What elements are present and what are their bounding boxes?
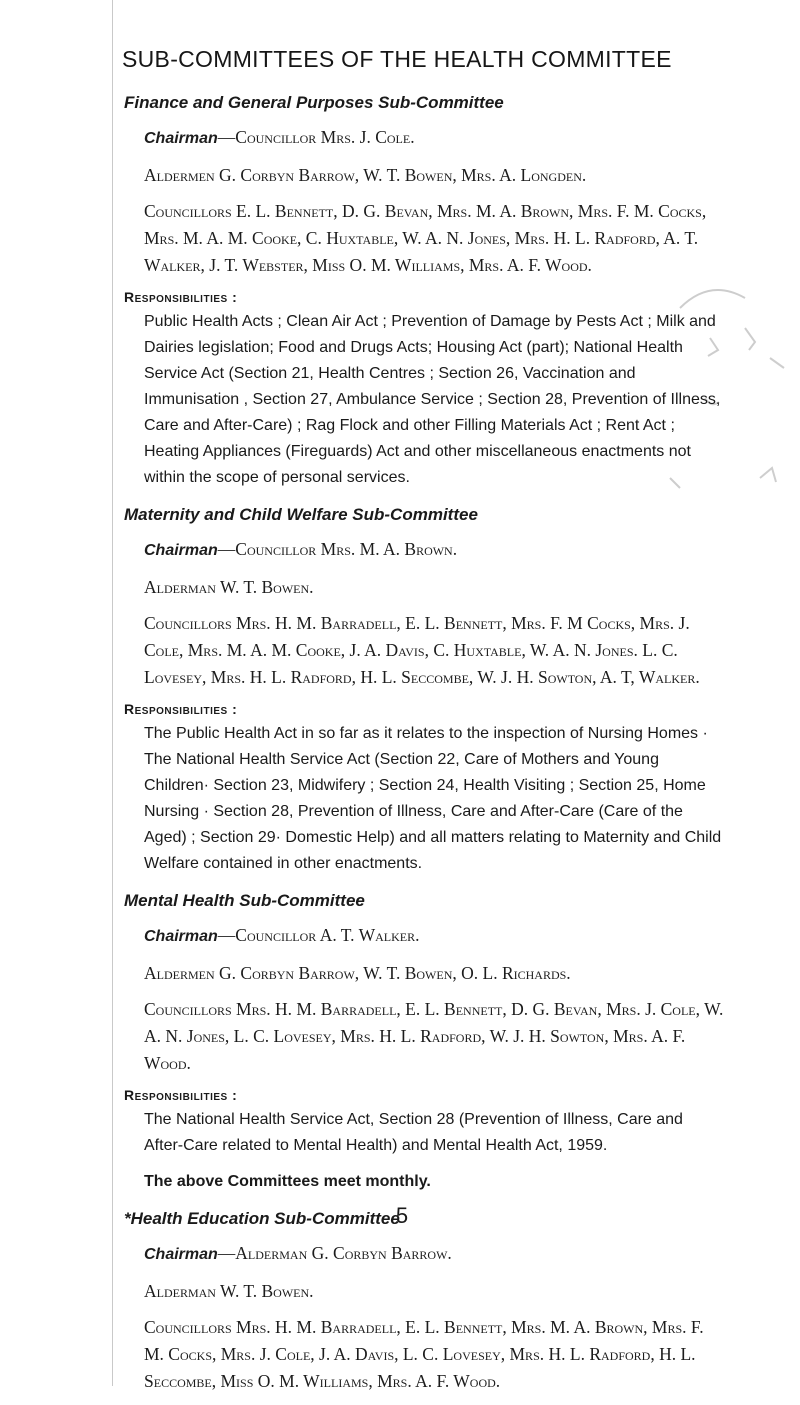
councillors-list: Councillors Mrs. H. M. Barradell, E. L. Bennett, Mrs. F. M Cocks, Mrs. J. Cole, Mrs. M. A. M. Cooke, J. A. Davis, C. Huxtable, W. A. N. Jones. L. C. Lovesey, Mrs. H. L. Radford, H. L. Seccombe, W. J. H. Sowton, A. T, Walker.	[144, 613, 700, 687]
councillors-list: Councillors E. L. Bennett, D. G. Bevan, Mrs. M. A. Brown, Mrs. F. M. Cocks, Mrs. M. A. M. Cooke, C. Huxtable, W. A. N. Jones, Mrs. H. L. Radford, A. T. Walker, J. T. Webster, Miss O. M. Williams, Mrs. A. F. Wood.	[144, 201, 707, 275]
chairman-name: —Alderman G. Corbyn Barrow.	[217, 1243, 452, 1263]
chairman-line	[124, 922, 724, 950]
page-number: 5	[395, 1203, 409, 1228]
chairman-label: Chairman	[144, 130, 218, 147]
health-education-subcommittee-section	[124, 1209, 724, 1395]
responsibilities-heading: Responsibilities :	[124, 701, 238, 717]
councillors-list: Councillors Mrs. H. M. Barradell, E. L. Bennett, D. G. Bevan, Mrs. J. Cole, W. A. N. Jones, L. C. Lovesey, Mrs. H. L. Radford, W. J. H. Sowton, Mrs. A. F. Wood.	[144, 999, 724, 1073]
responsibilities-text: The National Health Service Act, Section 28 (Prevention of Illness, Care and After-Care related to Mental Health) and Mental Health Act, 1959.	[144, 1111, 683, 1154]
section-heading: *Health Education Sub-Committee	[124, 1209, 400, 1228]
chairman-line	[124, 1240, 724, 1268]
aldermen-line: Alderman W. T. Bowen.	[144, 577, 314, 597]
section-heading: Maternity and Child Welfare Sub-Committee	[124, 505, 478, 524]
chairman-name: —Councillor Mrs. M. A. Brown.	[217, 539, 458, 559]
maternity-subcommittee-section	[124, 505, 724, 877]
page-title: SUB-COMMITTEES OF THE HEALTH COMMITTEE	[122, 46, 672, 72]
chairman-label: Chairman	[144, 1246, 218, 1263]
chairman-label: Chairman	[144, 928, 218, 945]
aldermen-line: Aldermen G. Corbyn Barrow, W. T. Bowen, O. L. Richards.	[144, 963, 571, 983]
chairman-line	[124, 124, 724, 152]
responsibilities-heading: Responsibilities :	[124, 1087, 238, 1103]
chairman-label: Chairman	[144, 542, 218, 559]
responsibilities-heading: Responsibilities :	[124, 289, 238, 305]
section-heading: Finance and General Purposes Sub-Committee	[124, 93, 504, 112]
chairman-name: —Councillor Mrs. J. Cole.	[217, 127, 415, 147]
section-heading: Mental Health Sub-Committee	[124, 891, 365, 910]
meeting-note: The above Committees meet monthly.	[144, 1173, 431, 1190]
finance-subcommittee-section	[124, 93, 724, 491]
page-margin-line	[112, 0, 113, 1386]
chairman-name: —Councillor A. T. Walker.	[217, 925, 420, 945]
mental-health-subcommittee-section	[124, 891, 724, 1191]
councillors-list: Councillors Mrs. H. M. Barradell, E. L. Bennett, Mrs. M. A. Brown, Mrs. F. M. Cocks, Mrs. J. Cole, J. A. Davis, L. C. Lovesey, Mrs. H. L. Radford, H. L. Seccombe, Miss O. M. Williams, Mrs. A. F. Wood.	[144, 1317, 704, 1391]
chairman-line	[124, 536, 724, 564]
responsibilities-text: The Public Health Act in so far as it relates to the inspection of Nursing Homes · The National Health Service Act (Section 22, Care of Mothers and Young Children· Section 23, Midwifery ; Section 24, Health Visiting ; Section 25, Home Nursing · Section 28, Prevention of Illness, Care and After-Care (Care of the Aged) ; Section 29· Domestic Help) and all matters relating to Maternity and Child Welfare contained in other enactments.	[144, 725, 722, 872]
aldermen-line: Alderman W. T. Bowen.	[144, 1281, 314, 1301]
responsibilities-text: Public Health Acts ; Clean Air Act ; Prevention of Damage by Pests Act ; Milk and Dairies legislation; Food and Drugs Acts; Housing Act (part); National Health Service Act (Section 21, Health Centres ; Section 26, Vaccination and Immunisation , Section 27, Ambulance Service ; Section 28, Prevention of Illness, Care and After-Care) ; Rag Flock and other Filling Materials Act ; Rent Act ; Heating Appliances (Fireguards) Act and other miscellaneous enactments not within the scope of personal services.	[144, 313, 721, 486]
aldermen-line: Aldermen G. Corbyn Barrow, W. T. Bowen, Mrs. A. Longden.	[144, 165, 587, 185]
